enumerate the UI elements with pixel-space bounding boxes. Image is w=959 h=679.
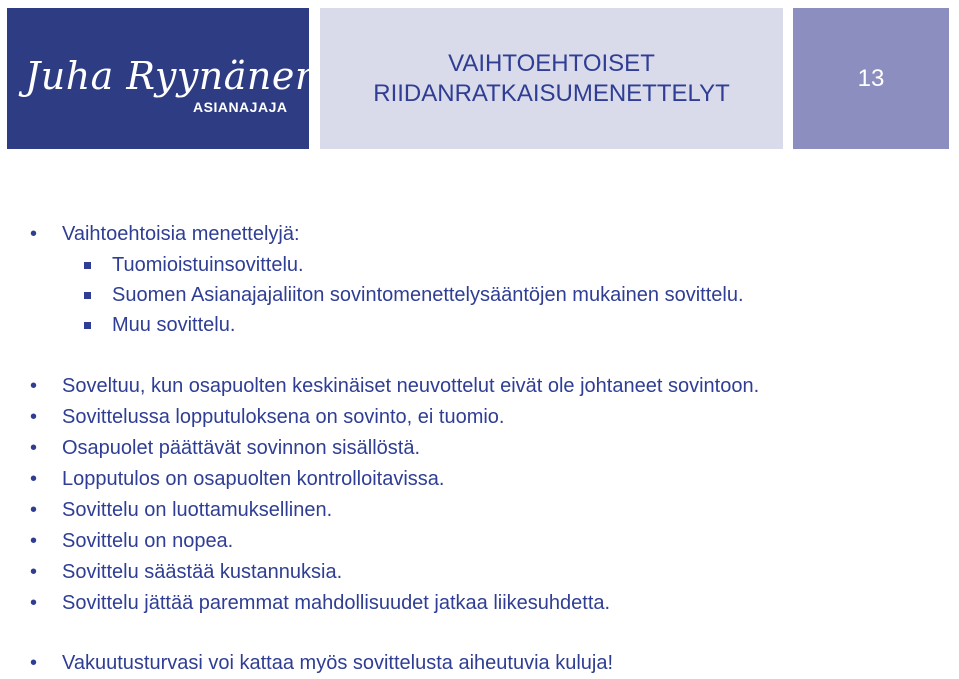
sub-item-text: Tuomioistuinsovittelu. bbox=[112, 254, 304, 276]
bullet-text: Sovittelu jättää paremmat mahdollisuudet jatkaa liikesuhdetta. bbox=[62, 592, 611, 614]
square-bullet-icon bbox=[84, 262, 91, 269]
bullet-text: Sovittelussa lopputuloksena on sovinto, ei tuomio. bbox=[62, 406, 505, 428]
bullet-text: Soveltuu, kun osapuolten keskinäiset neuvottelut eivät ole johtaneet sovintoon. bbox=[62, 375, 760, 397]
logo-script-name: Juha Ryynänen bbox=[25, 54, 320, 98]
intro-text: Vaihtoehtoisia menettelyjä: bbox=[62, 223, 300, 245]
bullet-icon: • bbox=[30, 375, 38, 397]
square-bullet-icon bbox=[84, 322, 91, 329]
bullet-text: Sovittelu on nopea. bbox=[62, 530, 234, 552]
square-bullet-icon bbox=[84, 292, 91, 299]
logo-subtitle: ASIANAJAJA bbox=[193, 99, 288, 115]
bullet-icon: • bbox=[30, 437, 38, 459]
page-number: 13 bbox=[857, 64, 885, 92]
sub-item-text: Suomen Asianajajaliiton sovintomenettelysääntöjen mukainen sovittelu. bbox=[112, 284, 744, 306]
bullet-icon: • bbox=[30, 652, 38, 674]
sub-item-text: Muu sovittelu. bbox=[112, 314, 236, 336]
bullet-icon: • bbox=[30, 406, 38, 428]
slide-title-line-2: RIIDANRATKAISUMENETTELYT bbox=[373, 79, 730, 107]
bullet-text: Lopputulos on osapuolten kontrolloitavissa. bbox=[62, 468, 445, 490]
bullet-icon: • bbox=[30, 499, 38, 521]
final-note-text: Vakuutusturvasi voi kattaa myös sovittelusta aiheutuvia kuluja! bbox=[62, 652, 614, 674]
bullet-text: Sovittelu on luottamuksellinen. bbox=[62, 499, 333, 521]
bullet-icon: • bbox=[30, 223, 38, 245]
bullet-icon: • bbox=[30, 592, 38, 614]
bullet-text: Osapuolet päättävät sovinnon sisällöstä. bbox=[62, 437, 420, 459]
bullet-icon: • bbox=[30, 561, 38, 583]
slide-title-line-1: VAIHTOEHTOISET bbox=[448, 49, 655, 77]
bullet-icon: • bbox=[30, 530, 38, 552]
bullet-text: Sovittelu säästää kustannuksia. bbox=[62, 561, 343, 583]
bullet-icon: • bbox=[30, 468, 38, 490]
